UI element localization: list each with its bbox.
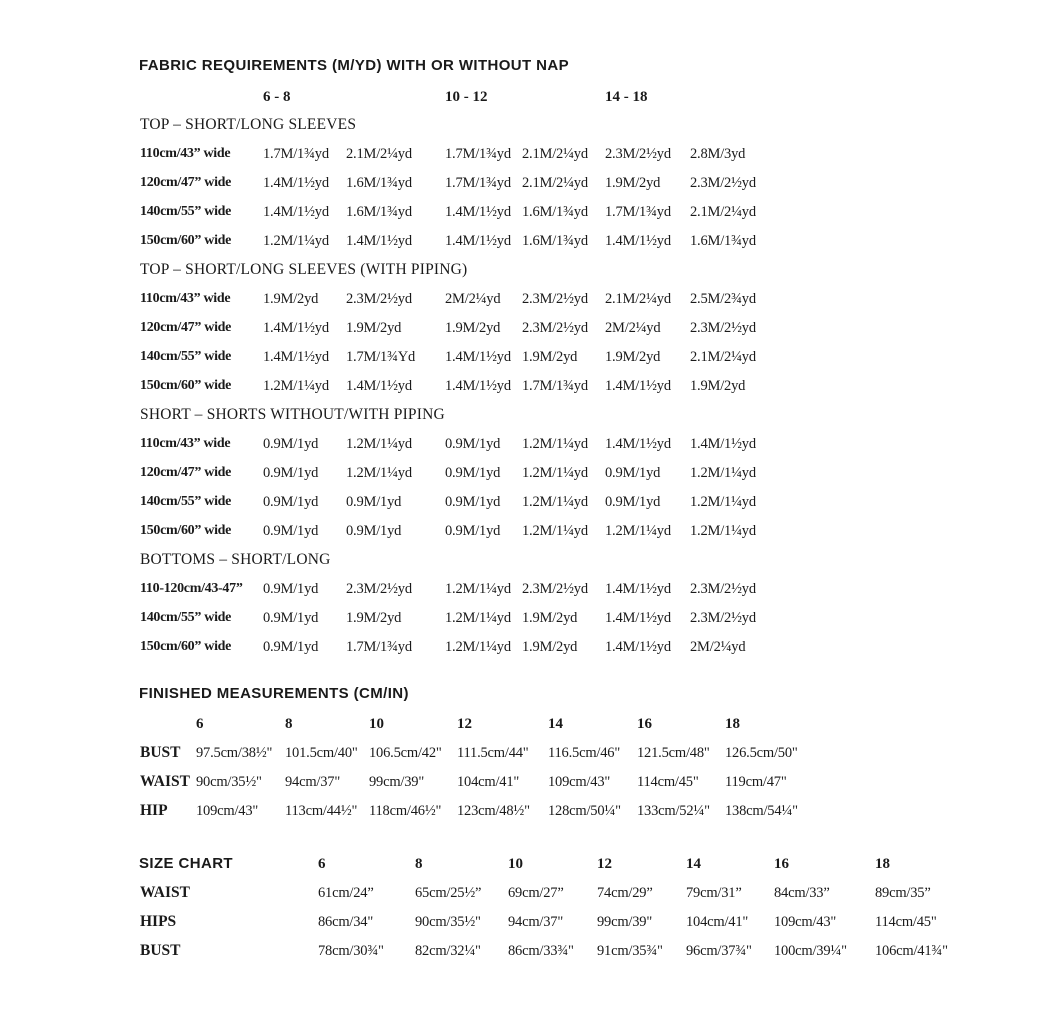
size-chart-label: BUST bbox=[140, 942, 181, 959]
size-header: 12 bbox=[597, 856, 612, 872]
fabric-amount: 1.2M/1¼yd bbox=[445, 610, 511, 626]
fabric-amount: 2M/2¼yd bbox=[690, 639, 746, 655]
section-title: TOP – SHORT/LONG SLEEVES (WITH PIPING) bbox=[140, 261, 468, 278]
measurement-value: 119cm/47" bbox=[725, 774, 787, 790]
size-chart-title: SIZE CHART bbox=[139, 855, 233, 872]
fabric-amount: 2.3M/2½yd bbox=[690, 610, 756, 626]
fabric-amount: 0.9M/1yd bbox=[263, 523, 319, 539]
fabric-amount: 2.1M/2¼yd bbox=[346, 146, 412, 162]
fabric-width-label: 140cm/55” wide bbox=[140, 494, 232, 509]
fabric-amount: 2.3M/2½yd bbox=[522, 581, 588, 597]
fabric-amount: 1.9M/2yd bbox=[346, 610, 402, 626]
fabric-amount: 2.3M/2½yd bbox=[346, 291, 412, 307]
fabric-width-label: 140cm/55” wide bbox=[140, 349, 232, 364]
fabric-amount: 1.6M/1¾yd bbox=[690, 233, 756, 249]
fabric-amount: 2.1M/2¼yd bbox=[522, 175, 588, 191]
fabric-amount: 1.6M/1¾yd bbox=[522, 204, 588, 220]
fabric-amount: 1.4M/1½yd bbox=[445, 378, 511, 394]
fabric-amount: 1.2M/1¼yd bbox=[263, 233, 329, 249]
measurement-value: 109cm/43" bbox=[196, 803, 259, 819]
measurement-value: 113cm/44½" bbox=[285, 803, 358, 819]
fabric-amount: 2.5M/2¾yd bbox=[690, 291, 756, 307]
fabric-width-label: 120cm/47” wide bbox=[140, 320, 232, 335]
fabric-amount: 1.2M/1¼yd bbox=[690, 494, 756, 510]
fabric-width-label: 110cm/43” wide bbox=[140, 436, 231, 451]
fabric-amount: 1.4M/1½yd bbox=[445, 204, 511, 220]
measurement-value: 99cm/39" bbox=[369, 774, 425, 790]
measurement-value: 123cm/48½" bbox=[457, 803, 530, 819]
fabric-amount: 2.3M/2½yd bbox=[690, 581, 756, 597]
fabric-width-label: 110-120cm/43-47” bbox=[140, 581, 243, 596]
fabric-amount: 0.9M/1yd bbox=[263, 436, 319, 452]
fabric-amount: 1.4M/1½yd bbox=[263, 204, 329, 220]
measurement-value: 106.5cm/42" bbox=[369, 745, 442, 761]
fabric-amount: 0.9M/1yd bbox=[263, 465, 319, 481]
fabric-amount: 2.3M/2½yd bbox=[522, 291, 588, 307]
size-group-header: 6 - 8 bbox=[263, 89, 291, 105]
fabric-amount: 1.7M/1¾Yd bbox=[346, 349, 416, 365]
fabric-amount: 0.9M/1yd bbox=[346, 523, 402, 539]
fabric-amount: 1.6M/1¾yd bbox=[522, 233, 588, 249]
fabric-amount: 0.9M/1yd bbox=[445, 436, 501, 452]
size-group-header: 10 - 12 bbox=[445, 89, 488, 105]
measurement-value: 114cm/45" bbox=[637, 774, 699, 790]
measurement-value: 128cm/50¼" bbox=[548, 803, 621, 819]
measurement-value: 97.5cm/38½" bbox=[196, 745, 273, 761]
fabric-amount: 1.2M/1¼yd bbox=[522, 436, 588, 452]
fabric-amount: 1.4M/1½yd bbox=[445, 349, 511, 365]
fabric-amount: 1.7M/1¾yd bbox=[346, 639, 412, 655]
size-header: 14 bbox=[686, 856, 701, 872]
measurement-value: 111.5cm/44" bbox=[457, 745, 529, 761]
size-chart-value: 89cm/35” bbox=[875, 885, 931, 901]
size-chart-value: 69cm/27” bbox=[508, 885, 564, 901]
size-header: 8 bbox=[415, 856, 423, 872]
fabric-amount: 1.2M/1¼yd bbox=[263, 378, 329, 394]
size-header: 10 bbox=[369, 716, 384, 732]
measurement-value: 121.5cm/48" bbox=[637, 745, 710, 761]
size-header: 6 bbox=[318, 856, 326, 872]
size-chart-value: 109cm/43" bbox=[774, 914, 837, 930]
fabric-amount: 1.9M/2yd bbox=[605, 175, 661, 191]
measurement-value: 133cm/52¼" bbox=[637, 803, 710, 819]
measurement-value: 101.5cm/40" bbox=[285, 745, 358, 761]
fabric-amount: 1.4M/1½yd bbox=[605, 378, 671, 394]
fabric-amount: 0.9M/1yd bbox=[445, 465, 501, 481]
fabric-amount: 1.2M/1¼yd bbox=[346, 436, 412, 452]
fabric-amount: 1.4M/1½yd bbox=[346, 378, 412, 394]
size-chart-value: 99cm/39" bbox=[597, 914, 653, 930]
size-chart-label: WAIST bbox=[140, 884, 190, 901]
fabric-amount: 2.3M/2½yd bbox=[605, 146, 671, 162]
section-title: SHORT – SHORTS WITHOUT/WITH PIPING bbox=[140, 406, 445, 423]
fabric-amount: 0.9M/1yd bbox=[605, 465, 661, 481]
measurement-value: 109cm/43" bbox=[548, 774, 611, 790]
fabric-amount: 2.8M/3yd bbox=[690, 146, 746, 162]
fabric-amount: 1.4M/1½yd bbox=[605, 581, 671, 597]
size-header: 10 bbox=[508, 856, 523, 872]
size-chart-value: 106cm/41¾" bbox=[875, 943, 948, 959]
size-chart-value: 100cm/39¼" bbox=[774, 943, 847, 959]
size-header: 18 bbox=[725, 716, 740, 732]
fabric-amount: 1.9M/2yd bbox=[522, 349, 578, 365]
fabric-width-label: 120cm/47” wide bbox=[140, 465, 232, 480]
fabric-amount: 1.9M/2yd bbox=[346, 320, 402, 336]
fabric-amount: 1.9M/2yd bbox=[605, 349, 661, 365]
fabric-width-label: 110cm/43” wide bbox=[140, 146, 231, 161]
fabric-amount: 1.2M/1¼yd bbox=[690, 465, 756, 481]
measurement-value: 94cm/37" bbox=[285, 774, 341, 790]
size-chart-value: 96cm/37¾" bbox=[686, 943, 752, 959]
fabric-amount: 1.2M/1¼yd bbox=[445, 639, 511, 655]
finished-title: FINISHED MEASUREMENTS (CM/IN) bbox=[139, 685, 409, 702]
fabric-amount: 1.2M/1¼yd bbox=[445, 581, 511, 597]
size-header: 16 bbox=[774, 856, 789, 872]
fabric-amount: 1.9M/2yd bbox=[522, 639, 578, 655]
fabric-amount: 0.9M/1yd bbox=[263, 610, 319, 626]
fabric-amount: 1.9M/2yd bbox=[445, 320, 501, 336]
fabric-amount: 1.4M/1½yd bbox=[346, 233, 412, 249]
fabric-amount: 1.7M/1¾yd bbox=[522, 378, 588, 394]
measurement-value: 126.5cm/50" bbox=[725, 745, 798, 761]
measurement-value: 118cm/46½" bbox=[369, 803, 442, 819]
size-chart-value: 86cm/34" bbox=[318, 914, 374, 930]
size-chart-value: 114cm/45" bbox=[875, 914, 937, 930]
fabric-amount: 1.6M/1¾yd bbox=[346, 204, 412, 220]
fabric-amount: 1.7M/1¾yd bbox=[605, 204, 671, 220]
size-header: 18 bbox=[875, 856, 890, 872]
fabric-width-label: 140cm/55” wide bbox=[140, 610, 232, 625]
fabric-width-label: 150cm/60” wide bbox=[140, 523, 232, 538]
fabric-amount: 0.9M/1yd bbox=[605, 494, 661, 510]
fabric-amount: 1.4M/1½yd bbox=[605, 639, 671, 655]
measurement-value: 104cm/41" bbox=[457, 774, 520, 790]
fabric-amount: 2M/2¼yd bbox=[445, 291, 501, 307]
section-title: BOTTOMS – SHORT/LONG bbox=[140, 551, 331, 568]
size-chart-value: 84cm/33” bbox=[774, 885, 830, 901]
fabric-amount: 2.1M/2¼yd bbox=[690, 204, 756, 220]
fabric-amount: 1.2M/1¼yd bbox=[522, 494, 588, 510]
section-title: TOP – SHORT/LONG SLEEVES bbox=[140, 116, 357, 133]
fabric-amount: 0.9M/1yd bbox=[263, 639, 319, 655]
fabric-amount: 1.9M/2yd bbox=[263, 291, 319, 307]
size-header: 12 bbox=[457, 716, 472, 732]
size-chart-value: 94cm/37" bbox=[508, 914, 564, 930]
fabric-amount: 1.7M/1¾yd bbox=[445, 175, 511, 191]
fabric-amount: 1.2M/1¼yd bbox=[522, 523, 588, 539]
size-chart-value: 82cm/32¼" bbox=[415, 943, 481, 959]
size-chart-value: 65cm/25½” bbox=[415, 885, 482, 901]
size-chart-value: 91cm/35¾" bbox=[597, 943, 663, 959]
measurement-value: 138cm/54¼" bbox=[725, 803, 798, 819]
size-header: 8 bbox=[285, 716, 293, 732]
measurement-label: BUST bbox=[140, 744, 181, 761]
fabric-amount: 1.2M/1¼yd bbox=[346, 465, 412, 481]
fabric-amount: 1.4M/1½yd bbox=[690, 436, 756, 452]
fabric-amount: 1.4M/1½yd bbox=[263, 349, 329, 365]
fabric-amount: 2.1M/2¼yd bbox=[690, 349, 756, 365]
fabric-amount: 1.4M/1½yd bbox=[263, 175, 329, 191]
size-chart-value: 104cm/41" bbox=[686, 914, 749, 930]
fabric-width-label: 150cm/60” wide bbox=[140, 378, 232, 393]
fabric-amount: 0.9M/1yd bbox=[445, 494, 501, 510]
size-chart-value: 78cm/30¾" bbox=[318, 943, 384, 959]
size-header: 16 bbox=[637, 716, 652, 732]
fabric-amount: 0.9M/1yd bbox=[445, 523, 501, 539]
fabric-amount: 1.7M/1¾yd bbox=[445, 146, 511, 162]
fabric-amount: 2M/2¼yd bbox=[605, 320, 661, 336]
fabric-width-label: 120cm/47” wide bbox=[140, 175, 232, 190]
fabric-amount: 1.4M/1½yd bbox=[605, 610, 671, 626]
size-chart-value: 90cm/35½" bbox=[415, 914, 481, 930]
measurement-label: HIP bbox=[140, 802, 168, 819]
fabric-amount: 1.2M/1¼yd bbox=[690, 523, 756, 539]
size-chart-value: 79cm/31” bbox=[686, 885, 742, 901]
fabric-amount: 1.4M/1½yd bbox=[263, 320, 329, 336]
fabric-amount: 2.1M/2¼yd bbox=[605, 291, 671, 307]
fabric-amount: 1.9M/2yd bbox=[690, 378, 746, 394]
fabric-width-label: 150cm/60” wide bbox=[140, 639, 232, 654]
size-group-header: 14 - 18 bbox=[605, 89, 648, 105]
measurement-label: WAIST bbox=[140, 773, 190, 790]
fabric-amount: 1.7M/1¾yd bbox=[263, 146, 329, 162]
fabric-amount: 1.4M/1½yd bbox=[445, 233, 511, 249]
size-chart-label: HIPS bbox=[140, 913, 177, 930]
fabric-amount: 2.3M/2½yd bbox=[690, 175, 756, 191]
fabric-title: FABRIC REQUIREMENTS (M/YD) WITH OR WITHOUT NAP bbox=[139, 57, 570, 74]
fabric-amount: 0.9M/1yd bbox=[263, 494, 319, 510]
measurement-value: 116.5cm/46" bbox=[548, 745, 621, 761]
fabric-amount: 2.3M/2½yd bbox=[522, 320, 588, 336]
size-header: 6 bbox=[196, 716, 204, 732]
fabric-amount: 1.6M/1¾yd bbox=[346, 175, 412, 191]
size-chart-value: 74cm/29” bbox=[597, 885, 653, 901]
fabric-amount: 1.4M/1½yd bbox=[605, 436, 671, 452]
size-header: 14 bbox=[548, 716, 563, 732]
fabric-amount: 1.2M/1¼yd bbox=[605, 523, 671, 539]
size-chart-value: 61cm/24” bbox=[318, 885, 374, 901]
fabric-amount: 1.9M/2yd bbox=[522, 610, 578, 626]
fabric-width-label: 150cm/60” wide bbox=[140, 233, 232, 248]
fabric-amount: 0.9M/1yd bbox=[346, 494, 402, 510]
fabric-amount: 2.1M/2¼yd bbox=[522, 146, 588, 162]
fabric-amount: 0.9M/1yd bbox=[263, 581, 319, 597]
fabric-amount: 2.3M/2½yd bbox=[346, 581, 412, 597]
size-chart-value: 86cm/33¾" bbox=[508, 943, 574, 959]
fabric-width-label: 140cm/55” wide bbox=[140, 204, 232, 219]
fabric-width-label: 110cm/43” wide bbox=[140, 291, 231, 306]
fabric-amount: 2.3M/2½yd bbox=[690, 320, 756, 336]
measurement-value: 90cm/35½" bbox=[196, 774, 262, 790]
fabric-amount: 1.4M/1½yd bbox=[605, 233, 671, 249]
fabric-amount: 1.2M/1¼yd bbox=[522, 465, 588, 481]
